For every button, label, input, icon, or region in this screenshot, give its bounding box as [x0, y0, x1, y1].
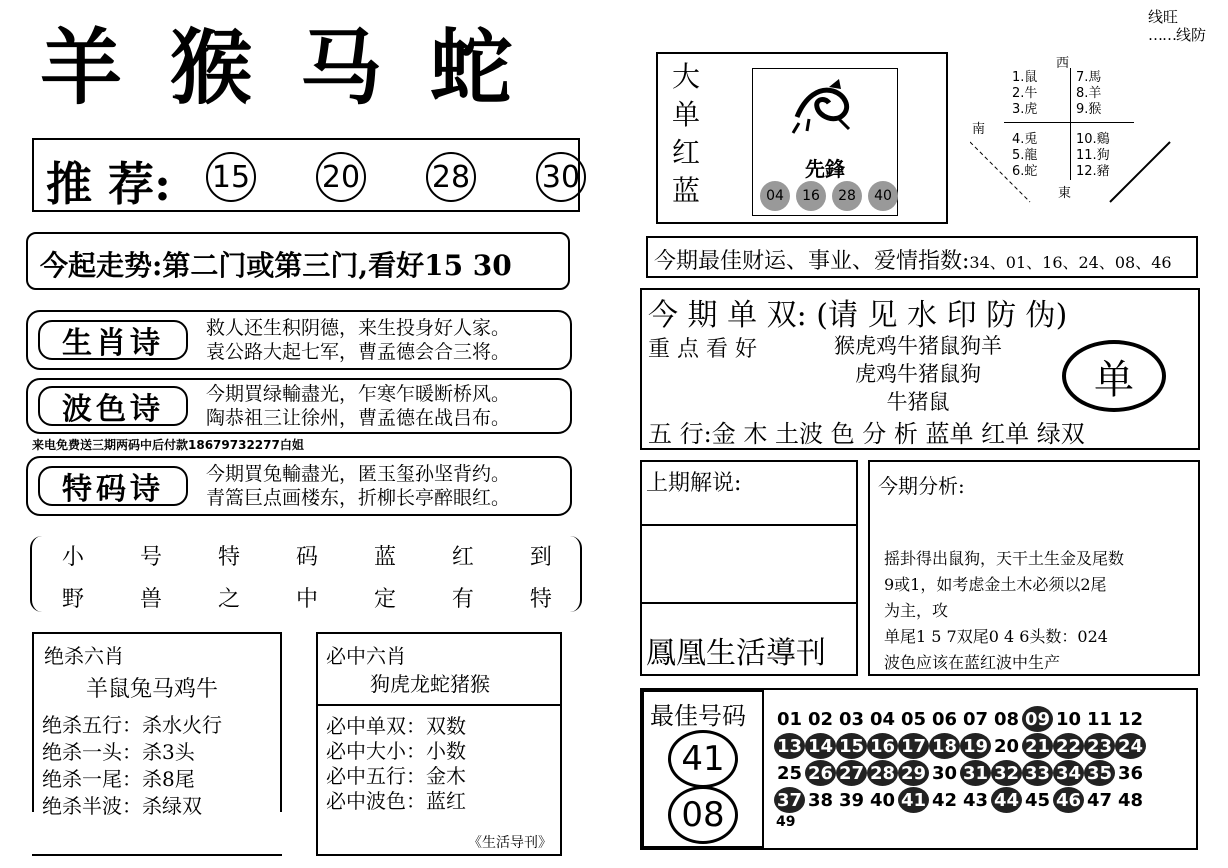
- compass-item: 7.馬: [1076, 70, 1102, 85]
- number-ball: 18: [929, 733, 960, 759]
- trend-text: 今起走势:第二门或第三门,看好15 30: [40, 249, 512, 282]
- recommend-number: 15: [206, 152, 256, 202]
- analysis-text: 摇卦得出鼠狗，天干土生金及尾数 9或1，如考虑金土木必须以2尾 为主，攻 单尾1 5 7双尾0 4 6头数：024 波色应该在蓝红波中生产: [884, 549, 1125, 672]
- last-period-divider-2: [642, 602, 856, 604]
- number-row: [774, 706, 1146, 733]
- number-ball: 10: [1055, 708, 1082, 730]
- fortune-box: [646, 236, 1198, 278]
- compass-south: 南: [972, 122, 986, 137]
- special-poem-text: 今期買兔輸盡光，匿玉玺孙坚背约。 青篙巨点画楼东，折柳长亭醉眼红。: [206, 463, 511, 509]
- number-ball: 14: [805, 733, 836, 759]
- banner-char: 红: [451, 545, 474, 570]
- banner-row-1: [62, 540, 552, 571]
- emblem-ball: 40: [868, 181, 898, 211]
- number-ball: 47: [1086, 789, 1113, 811]
- ad-line: 来电免费送三期两码中后付款18679732277白姐: [32, 438, 304, 452]
- number-ball: 28: [867, 760, 898, 786]
- odd-even-stamp: 单: [1062, 340, 1166, 412]
- number-ball: 41: [898, 787, 929, 813]
- number-ball: 40: [869, 789, 896, 811]
- emblem-label: 先鋒: [805, 157, 845, 181]
- big-single-chars: [672, 58, 700, 210]
- compass-item: 12.豬: [1076, 164, 1110, 179]
- must-six-title: 必中六肖: [326, 644, 406, 668]
- number-ball: 29: [898, 760, 929, 786]
- best-pick-2: 08: [668, 786, 738, 844]
- kill-six-items: 绝杀五行：杀水火行 绝杀一头：杀3头 绝杀一尾：杀8尾 绝杀半波：杀绿双: [42, 713, 222, 818]
- number-ball: 13: [774, 733, 805, 759]
- best-pick-1: 41: [668, 730, 738, 788]
- number-ball: 08: [993, 708, 1020, 730]
- emblem-balls: [757, 181, 901, 211]
- must-six-items: 必中单双：双数 必中大小：小数 必中五行：金木 必中波色：蓝红: [326, 714, 466, 813]
- big-single-char: 单: [672, 98, 701, 131]
- number-row: [774, 760, 1146, 787]
- number-ball: 48: [1117, 789, 1144, 811]
- best-picks-panel: [642, 690, 764, 848]
- emblem-ball: 28: [832, 181, 862, 211]
- number-ball: 43: [962, 789, 989, 811]
- compass-west: 西: [1056, 56, 1070, 71]
- number-ball: 06: [931, 708, 958, 730]
- number-ball: 45: [1024, 789, 1051, 811]
- compass: [970, 52, 1180, 222]
- five-elements: 五 行:金 木 土波 色 分 析 蓝单 红单 绿双: [648, 420, 1085, 448]
- number-ball: 21: [1022, 733, 1053, 759]
- compass-item: 10.鷄: [1076, 132, 1110, 147]
- odd-even-title: 今 期 单 双: (请 见 水 印 防 伪): [648, 298, 1068, 333]
- number-ball: 37: [774, 787, 805, 813]
- recommend-box: [32, 138, 580, 212]
- big-single-char: 大: [672, 60, 701, 93]
- number-ball: 42: [931, 789, 958, 811]
- must-six-box: [316, 632, 562, 856]
- odd-even-focus-label: 重 点 看 好: [648, 337, 757, 362]
- color-poem-tag: 波色诗: [38, 386, 188, 426]
- number-ball: 19: [960, 733, 991, 759]
- recommend-label: 推 荐:: [46, 157, 171, 211]
- compass-item: 8.羊: [1076, 86, 1102, 101]
- compass-item: 2.牛: [1012, 86, 1038, 101]
- number-ball: 32: [991, 760, 1022, 786]
- banner-char: 号: [139, 545, 162, 570]
- number-ball: 15: [836, 733, 867, 759]
- number-ball: 02: [807, 708, 834, 730]
- number-row: [774, 733, 1146, 760]
- emblem-ball: 04: [760, 181, 790, 211]
- best-numbers-label: 最佳号码: [650, 702, 746, 730]
- number-ball: 12: [1117, 708, 1144, 730]
- banner-char: 码: [295, 545, 318, 570]
- recommend-numbers: [206, 152, 586, 202]
- recommend-number: 20: [316, 152, 366, 202]
- number-ball: 05: [900, 708, 927, 730]
- banner-char: 特: [217, 545, 240, 570]
- number-ball: 22: [1053, 733, 1084, 759]
- fortune-label: 今期最佳财运、事业、爱情指数:34、01、16、24、08、46: [654, 249, 1172, 274]
- number-grid: [774, 706, 1146, 814]
- compass-item: 9.猴: [1076, 102, 1102, 117]
- number-ball: 03: [838, 708, 865, 730]
- kill-six-underline: [32, 854, 282, 856]
- big-single-char: 红: [672, 136, 701, 169]
- big-single-char: 蓝: [672, 174, 701, 207]
- fortune-values: 34、01、16、24、08、46: [969, 253, 1172, 272]
- dragon-icon: [789, 77, 861, 137]
- compass-east: 東: [1058, 186, 1072, 201]
- zodiac-poem-text: 救人还生积阴德，来生投身好人家。 袁公路大起七军，曹孟德会合三将。: [206, 317, 511, 363]
- last-period-divider: [642, 524, 856, 526]
- banner-char: 中: [295, 587, 318, 612]
- number-ball: 27: [836, 760, 867, 786]
- odd-even-box: [640, 288, 1200, 450]
- banner-char: 兽: [139, 587, 162, 612]
- banner-char: 到: [529, 545, 552, 570]
- special-poem-tag: 特码诗: [38, 466, 188, 506]
- number-ball: 33: [1022, 760, 1053, 786]
- recommend-number: 28: [426, 152, 476, 202]
- banner-char: 小: [62, 545, 85, 570]
- number-ball: 07: [962, 708, 989, 730]
- number-ball: 11: [1086, 708, 1113, 730]
- banner-char: 有: [451, 587, 474, 612]
- analysis-label: 今期分析:: [878, 474, 965, 498]
- number-ball: 24: [1115, 733, 1146, 759]
- must-six-source: 《生活导刊》: [468, 835, 552, 851]
- number-ball: 38: [807, 789, 834, 811]
- zodiac-poem-box: [26, 310, 572, 370]
- number-ball: 44: [991, 787, 1022, 813]
- must-six-divider: [318, 704, 560, 706]
- number-ball: 09: [1022, 706, 1053, 732]
- kill-six-box: [32, 632, 282, 818]
- number-ball: 31: [960, 760, 991, 786]
- number-ball: 20: [993, 735, 1020, 757]
- number-ball: 34: [1053, 760, 1084, 786]
- banner-char: 蓝: [373, 545, 396, 570]
- special-poem-box: [26, 456, 572, 516]
- last-period-label: 上期解说:: [646, 471, 742, 496]
- color-poem-text: 今期買绿輸盡光，乍寒乍暖断桥风。 陶恭祖三让徐州，曹孟德在战吕布。: [206, 383, 511, 429]
- page-title: 羊猴马蛇: [40, 21, 561, 116]
- brand: 鳳凰生活導刊: [646, 636, 826, 671]
- number-ball: 35: [1084, 760, 1115, 786]
- number-ball: 30: [931, 762, 958, 784]
- compass-item: 5.龍: [1012, 148, 1038, 163]
- banner: [30, 536, 582, 612]
- number-ball: 25: [776, 762, 803, 784]
- last-number: 49: [776, 814, 796, 830]
- must-six-animals: 狗虎龙蛇猪猴: [370, 672, 490, 696]
- compass-item: 6.蛇: [1012, 164, 1038, 179]
- number-ball: 01: [776, 708, 803, 730]
- zodiac-poem-tag: 生肖诗: [38, 320, 188, 360]
- emblem-ball: 16: [796, 181, 826, 211]
- best-numbers-box: [640, 688, 1198, 850]
- kill-six-title: 绝杀六肖: [44, 644, 124, 668]
- compass-item: 11.狗: [1076, 148, 1110, 163]
- compass-item: 1.鼠: [1012, 70, 1038, 85]
- last-period-box: [640, 460, 858, 676]
- banner-char: 野: [62, 587, 85, 612]
- banner-char: 特: [529, 587, 552, 612]
- number-row: [774, 787, 1146, 814]
- big-single-box: [656, 52, 948, 224]
- number-ball: 17: [898, 733, 929, 759]
- compass-item: 3.虎: [1012, 102, 1038, 117]
- compass-item: 4.兎: [1012, 132, 1038, 147]
- analysis-box: [868, 460, 1200, 676]
- number-ball: 36: [1117, 762, 1144, 784]
- color-poem-box: [26, 378, 572, 434]
- corner-note: 线旺 ……线防: [1148, 8, 1207, 44]
- emblem: [752, 68, 898, 216]
- banner-char: 定: [373, 587, 396, 612]
- number-ball: 26: [805, 760, 836, 786]
- odd-even-focus: 猴虎鸡牛猪鼠狗羊 虎鸡牛猪鼠狗 牛猪鼠: [834, 334, 1002, 414]
- number-ball: 46: [1053, 787, 1084, 813]
- trend-box: [26, 232, 570, 290]
- number-ball: 39: [838, 789, 865, 811]
- recommend-number: 30: [536, 152, 586, 202]
- number-ball: 04: [869, 708, 896, 730]
- kill-six-animals: 羊鼠兔马鸡牛: [86, 677, 219, 702]
- number-ball: 23: [1084, 733, 1115, 759]
- compass-diagonals: [970, 132, 1180, 212]
- banner-char: 之: [217, 587, 240, 612]
- number-ball: 16: [867, 733, 898, 759]
- banner-row-2: [62, 582, 552, 613]
